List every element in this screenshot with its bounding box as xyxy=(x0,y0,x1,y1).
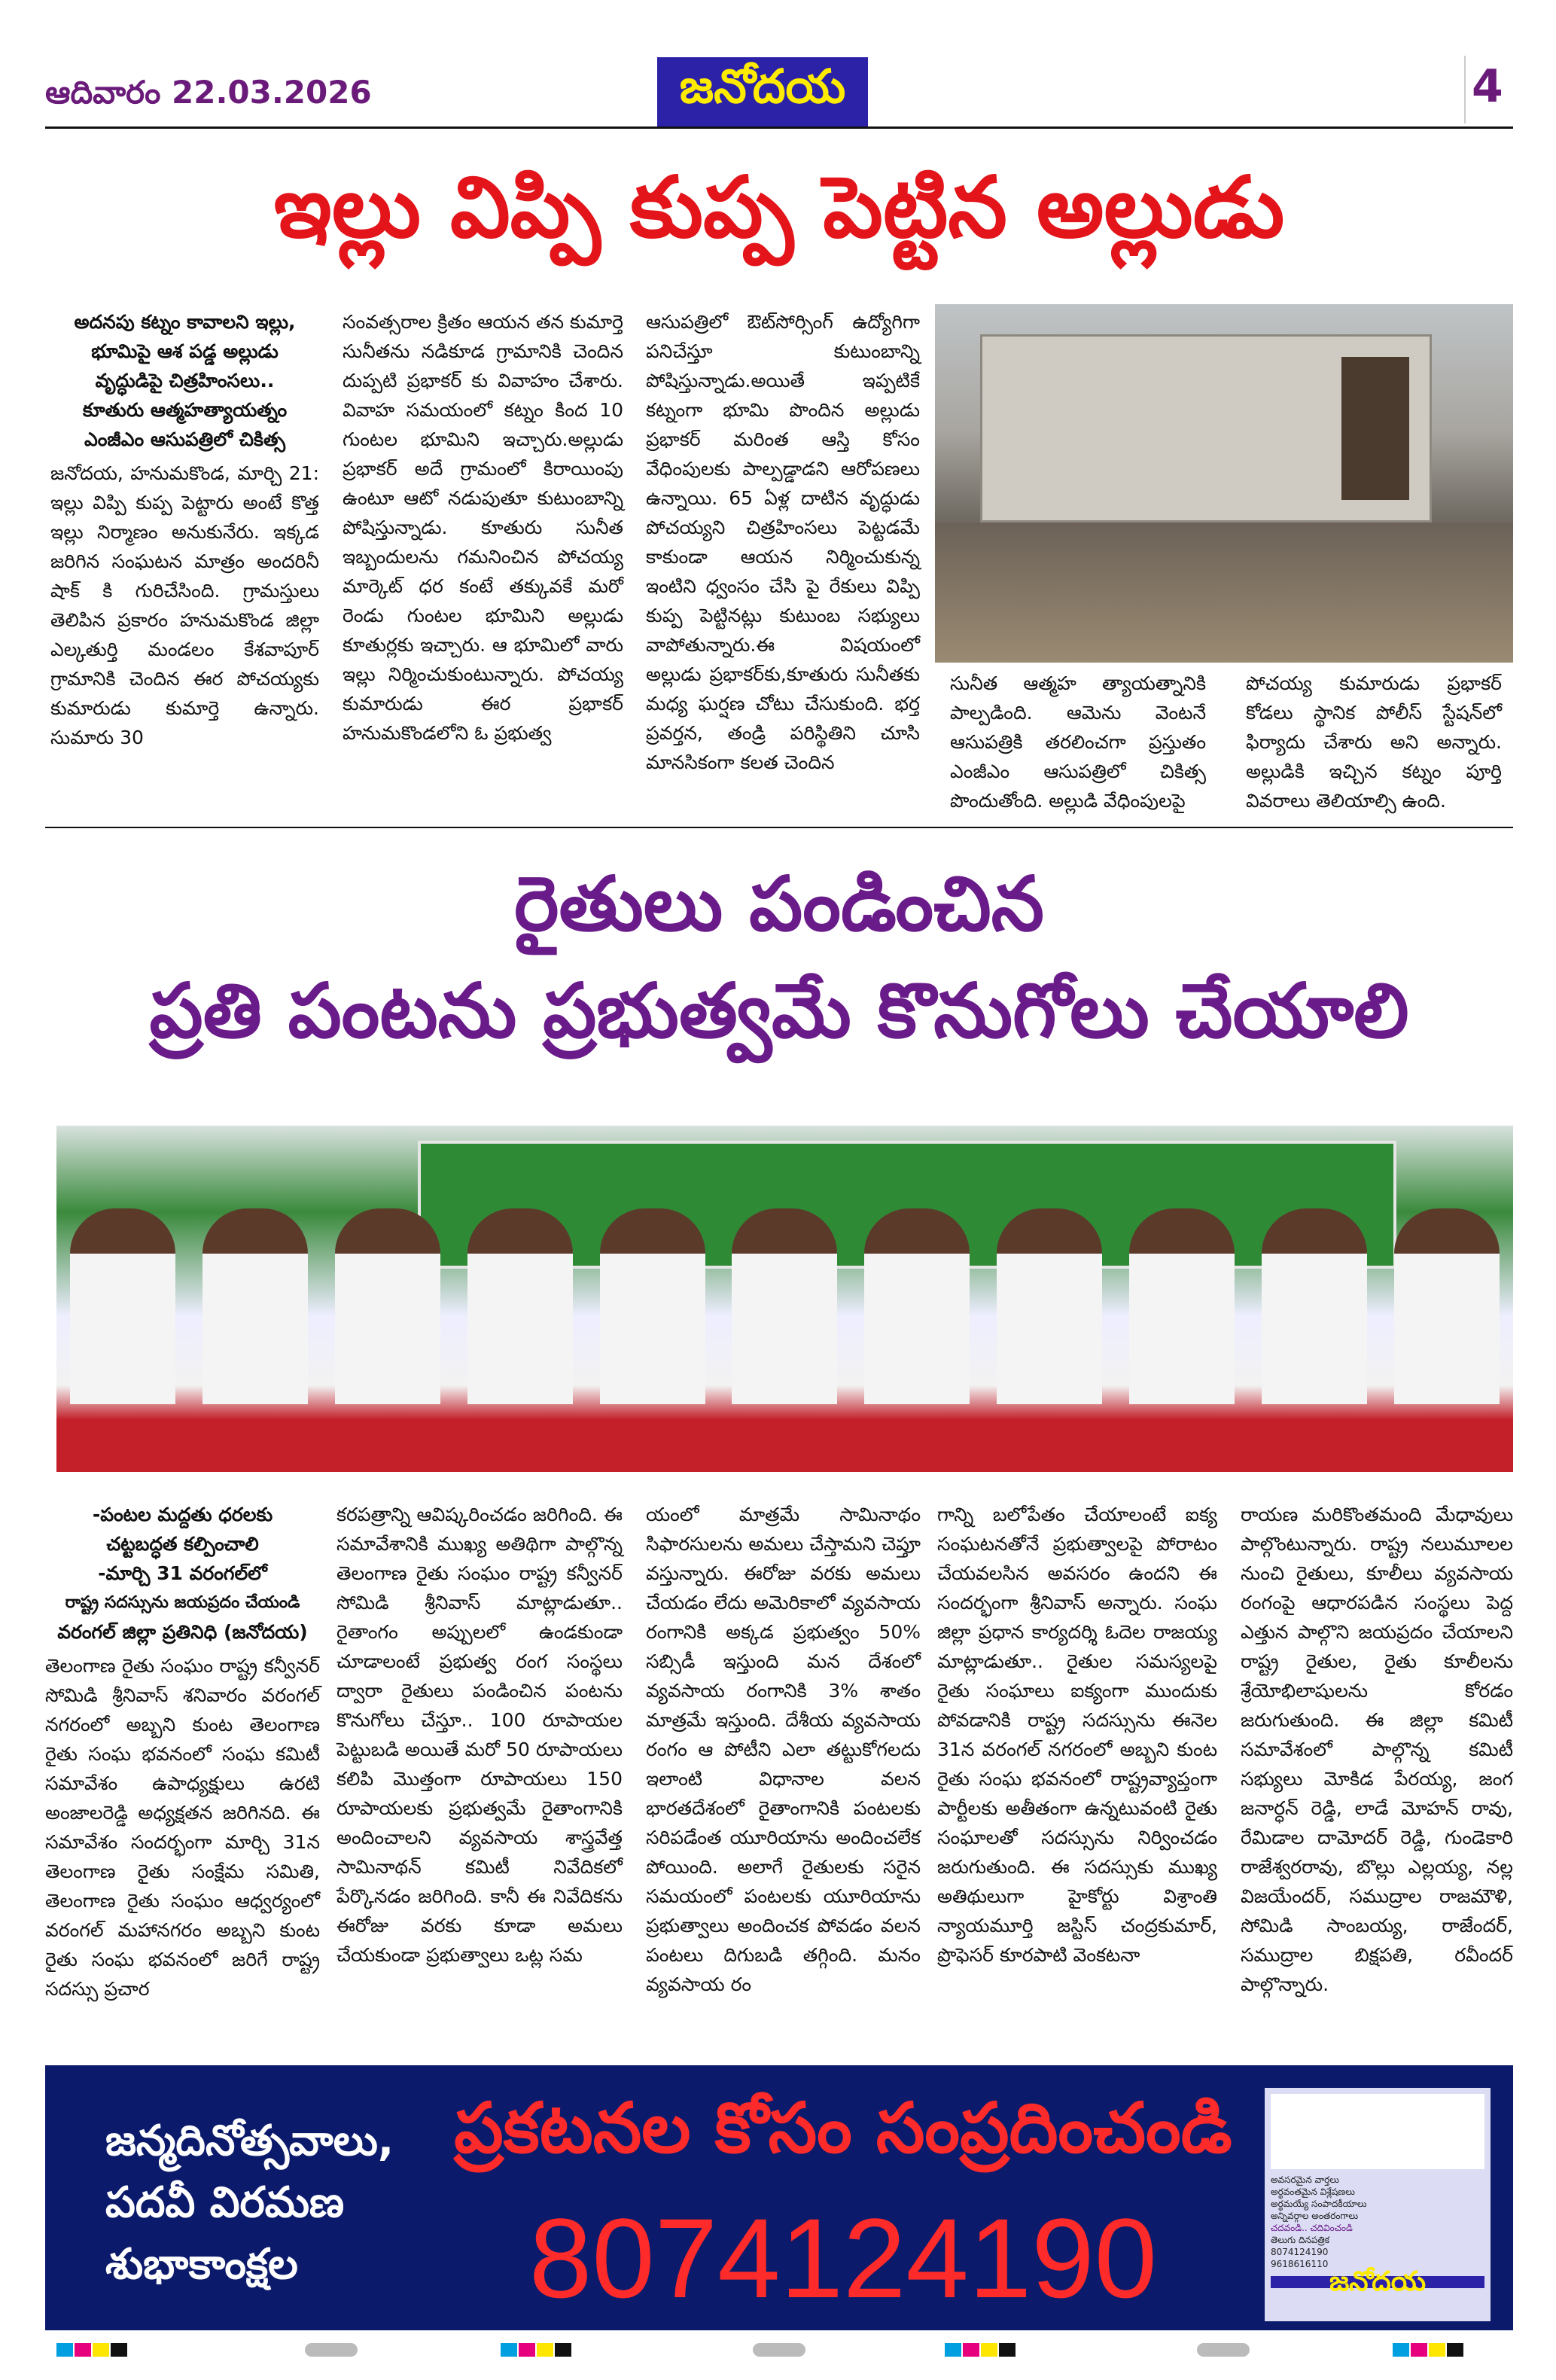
subhead: భూమిపై ఆశ పడ్డ అల్లుడు xyxy=(91,340,279,362)
ad-title: ప్రకటనల కోసం సంప్రదించండి xyxy=(454,2088,1232,2168)
article2-column-2: కరపత్రాన్ని ఆవిష్కరించడం జరిగింది. ఈ సమావేశానికి ముఖ్య అతిథిగా పాల్గొన్న తెలంగాణ రైతు సంఘం రాష్ట్ర కన్వీనర్ సోమిడి శ్రీనివాస్ మాట్లాడుతూ.. రైతాంగం అప్పులలో ఉండకుండా చూడాలంటే ప్రభుత్వ రంగ సంస్థలు ద్వారా రైతులు పండించిన పంటను కొనుగోలు చేస్తూ.. 100 రూపాయల పెట్టుబడి అయితే మరో 50 రూపాయలు కలిపి మొత్తంగా రూపాయలు 150 రూపాయలకు ప్రభుత్వమే రైతాంగానికి అందించాలని వ్యవసాయ శాస్త్రవేత్త సామినాథన్ కమిటీ నివేదికలో పేర్కొనడం జరిగింది. కానీ ఈ నివేదికను ఈరోజు వరకు కూడా అమలు చేయకుండా ప్రభుత్వాలు ఒట్ల సమ xyxy=(336,1504,623,1966)
subhead: అదనపు కట్నం కావాలని ఇల్లు, xyxy=(74,311,296,333)
subhead: చట్టబద్ధత కల్పించాలి xyxy=(106,1533,259,1555)
registration-mark xyxy=(753,2343,805,2357)
demolished-house-photo xyxy=(935,304,1513,663)
dateline: వరంగల్ జిల్లా ప్రతినిధి (జనోదయ) xyxy=(57,1621,308,1643)
registration-mark xyxy=(1197,2343,1250,2357)
ad-phone: 8074124190 xyxy=(528,2195,1158,2321)
promo-text: అన్నివర్గాల అంతరంగాలు xyxy=(1271,2211,1359,2221)
subhead: కూతురు ఆత్మహత్యాయత్నం xyxy=(82,399,288,421)
article2-column-3: యంలో మాత్రమే సామినాథం సిఫారసులను అమలు చేస్తామని చెప్తూ వస్తున్నారు. ఈరోజు వరకు అమలు చేయడం లేదు అమెరికాలో వ్యవసాయ రంగానికి అక్కడ ప్రభుత్వం 50% సబ్సిడీ ఇస్తుంది మన దేశంలో వ్యవసాయ రంగానికి 3% శాతం మాత్రమే ఇస్తుంది. దేశీయ వ్యవసాయ రంగం ఆ పోటీని ఎలా తట్టుకోగలదు ఇలాంటి విధానాల వలన భారతదేశంలో రైతాంగానికి పంటలకు సరిపడేంత యూరియాను అందించలేక పోయింది. అలాగే రైతులకు సరైన సమయంలో పంటలకు యూరియాను ప్రభుత్వాలు అందించక పోవడం వలన పంటలు దిగుబడి తగ్గింది. మనం వ్యవసాయ రం xyxy=(646,1504,921,1995)
subhead: ఎంజీఎం ఆసుపత్రిలో చికిత్స xyxy=(84,428,286,450)
article1-headline: ఇల్లు విప్పి కుప్ప పెట్టిన అల్లుడు xyxy=(273,159,1285,257)
promo-phone: 9618616110 xyxy=(1271,2259,1329,2269)
newspaper-logo: జనోదయ xyxy=(657,57,868,126)
ad-text: పదవీ విరమణ xyxy=(105,2178,345,2227)
promo-logo: జనోదయ xyxy=(1271,2276,1484,2288)
farmers-meeting-photo xyxy=(56,1126,1513,1472)
subhead: వృద్ధుడిపై చిత్రహింసలు.. xyxy=(95,370,275,392)
newspaper-promo-thumbnail xyxy=(1265,2088,1491,2321)
article-text: తెలంగాణ రైతు సంఘం రాష్ట్ర కన్వీనర్ సోమిడి శ్రీనివాస్ శనివారం వరంగల్ నగరంలో అబ్బని కుంట తెలంగాణ రైతు సంఘ భవనంలో సంఘ కమిటీ సమావేశం ఉపాధ్యక్షులు ఉరటి అంజాలరెడ్డి అధ్యక్షతన జరిగినది. ఈ సమావేశం సందర్భంగా మార్చి 31న తెలంగాణ రైతు సంక్షేమ సమితి, తెలంగాణ రైతు సంఘం ఆధ్వర్యంలో వరంగల్ మహానగరం అబ్బని కుంట రైతు సంఘ భవనంలో జరిగే రాష్ట్ర సదస్సు ప్రచార xyxy=(45,1655,320,2000)
subhead: రాష్ట్ర సదస్సును జయప్రదం చేయండి xyxy=(65,1593,300,1612)
article1-column-5: పోచయ్య కుమారుడు ప్రభాకర్ కోడలు స్థానిక పోలీస్ స్టేషన్‌లో ఫిర్యాదు చేశారు అని అన్నారు. అల్లుడికి ఇచ్చిన కట్నం పూర్తి వివరాలు తెలియాల్సి ఉంది. xyxy=(1246,672,1502,812)
headline-line: ప్రతి పంటను ప్రభుత్వమే కొనుగోలు చేయాలి xyxy=(149,967,1409,1055)
promo-text: అవసరమైన వార్తలు xyxy=(1271,2174,1339,2185)
page-date: ఆదివారం 22.03.2026 xyxy=(45,74,372,111)
registration-mark xyxy=(305,2343,358,2357)
header-rule xyxy=(45,126,1513,129)
subhead: -మార్చి 31 వరంగల్‌లో xyxy=(98,1562,267,1584)
article1-column-2: సంవత్సరాల క్రితం ఆయన తన కుమార్తె సునీతను నడికూడ గ్రామానికి చెందిన దుప్పటి ప్రభాకర్ కు వివాహం చేశారు. వివాహ సమయంలో కట్నం కింద 10 గుంటల భూమిని ఇచ్చారు.అల్లుడు ప్రభాకర్ అదే గ్రామంలో కిరాయింపు ఉంటూ ఆటో నడుపుతూ కుటుంబాన్ని పోషిస్తున్నాడు. కూతురు సునీత ఇబ్బందులను గమనించిన పోచయ్య మార్కెట్ ధర కంటే తక్కువకే మరో రెండు గుంటల భూమిని అల్లుడు కూతుర్లకు ఇచ్చారు. ఆ భూమిలో వారు ఇల్లు నిర్మించుకుంటున్నారు. పోచయ్య కుమారుడు ఈర ప్రభాకర్ హనుమకొండలోని ఓ ప్రభుత్వ xyxy=(343,311,623,744)
color-registration-bar xyxy=(501,2343,571,2357)
promo-text: చదవండి.. చదివించండి xyxy=(1271,2223,1353,2233)
color-registration-bar xyxy=(56,2343,127,2357)
promo-text: తెలుగు దినపత్రిక xyxy=(1271,2235,1330,2245)
article-text: జనోదయ, హనుమకొండ, మార్చి 21: ఇల్లు విప్పి కుప్ప పెట్టారు అంటే కొత్త ఇల్లు నిర్మాణం అనుకునేరు. ఇక్కడ జరిగిన సంఘటన మాత్రం అందరినీ షాక్ కి గురిచేసింది. గ్రామస్తులు తెలిపిన ప్రకారం హనుమకొండ జిల్లా ఎల్కతుర్తి మండలం కేశవాపూర్ గ్రామానికి చెందిన ఈర పోచయ్యకు కుమారుడు కుమార్తె ఉన్నారు. సుమారు 30 xyxy=(50,462,319,748)
article2-column-5: రాయణ మరికొంతమంది మేధావులు పాల్గొంటున్నారు. రాష్ట్ర నలుమూలల నుంచి రైతులు, కూలీలు వ్యవసాయ రంగంపై ఆధారపడిన సంస్థలు పెద్ద ఎత్తున పాల్గొని జయప్రదం చేయాలని రాష్ట్ర రైతుల, రైతు కూలీలను శ్రేయోభిలాషులను కోరడం జరుగుతుంది. ఈ జిల్లా కమిటీ సమావేశంలో పాల్గొన్న కమిటీ సభ్యులు మోకిడ పేరయ్య, జంగ జనార్ధన్ రెడ్డి, లాడే మోహన్ రావు, రేమిడాల దామోదర్ రెడ్డి, గుండెకారి రాజేశ్వరరావు, బొల్లు ఎల్లయ్య, నల్ల విజయేందర్, సముద్రాల రాజమౌళి, సోమిడి సాంబయ్య, రాజేందర్, సముద్రాల బిక్షపతి, రవీందర్ పాల్గొన్నారు. xyxy=(1241,1504,1513,1995)
divider xyxy=(1464,56,1466,123)
article2-headline xyxy=(45,851,1513,1065)
subhead: -పంటల మద్దతు ధరలకు xyxy=(92,1504,273,1525)
ad-text: శుభాకాంక్షల xyxy=(105,2240,298,2289)
color-registration-bar xyxy=(945,2343,1016,2357)
color-registration-bar xyxy=(1393,2343,1463,2357)
article1-column-4: సునీత ఆత్మహ త్యాయత్నానికి పాల్పడింది. ఆమెను వెంటనే ఆసుపత్రికి తరలించగా ప్రస్తుతం ఎంజీఎం ఆసుపత్రిలో చికిత్స పొందుతోంది. అల్లుడి వేధింపులపై xyxy=(950,672,1206,812)
article2-column-4: గాన్ని బలోపేతం చేయాలంటే ఐక్య సంఘటనతోనే ప్రభుత్వాలపై పోరాటం చేయవలసిన అవసరం ఉందని ఈ సందర్భంగా శ్రీనివాస్ అన్నారు. సంఘ జిల్లా ప్రధాన కార్యదర్శి ఓదెల రాజయ్య మాట్లాడుతూ.. రైతుల సమస్యలపై రైతు సంఘాలు ఐక్యంగా ముందుకు పోవడానికి రాష్ట్ర సదస్సును ఈనెల 31న వరంగల్ నగరంలో అబ్బని కుంట రైతు సంఘ భవనంలో రాష్ట్రవ్యాప్తంగా పార్టీలకు అతీతంగా ఉన్నటువంటి రైతు సంఘాలతో సదస్సును నిర్వించడం జరుగుతుంది. ఈ సదస్సుకు ముఖ్య అతిథులుగా హైకోర్టు విశ్రాంతి న్యాయమూర్తి జస్టిస్ చంద్రకుమార్, ప్రొఫెసర్ కూరపాటి వెంకటనా xyxy=(937,1504,1217,1966)
article1-column-1 xyxy=(50,307,319,752)
article1-column-3: ఆసుపత్రిలో ఔట్‌సోర్సింగ్ ఉద్యోగిగా పనిచేస్తూ కుటుంబాన్ని పోషిస్తున్నాడు.అయితే ఇప్పటికే కట్నంగా భూమి పొందిన అల్లుడు ప్రభాకర్ మరింత ఆస్తి కోసం వేధింపులకు పాల్పడ్డాడని ఆరోపణలు ఉన్నాయి. 65 ఏళ్ల దాటిన వృద్ధుడు పోచయ్యని చిత్రహింసలు పెట్టడమే కాకుండా ఆయన నిర్మించుకున్న ఇంటిని ధ్వంసం చేసి పై రేకులు విప్పి కుప్ప పెట్టినట్లు కుటుంబ సభ్యులు వాపోతున్నారు.ఈ విషయంలో అల్లుడు ప్రభాకర్‌కు,కూతురు సునీతకు మధ్య ఘర్షణ చోటు చేసుకుంది. భర్త ప్రవర్తన, తండ్రి పరిస్థితిని చూసి మానసికంగా కలత చెందిన xyxy=(646,311,920,773)
promo-text: అర్థవంతమైన విశ్లేషణలు xyxy=(1271,2186,1355,2197)
advertisement-banner xyxy=(45,2065,1513,2330)
promo-phone: 8074124190 xyxy=(1271,2247,1329,2257)
ad-text: జన్మదినోత్సవాలు, xyxy=(105,2116,394,2165)
page-number: 4 xyxy=(1472,60,1503,113)
section-rule xyxy=(45,827,1513,828)
article2-column-1 xyxy=(45,1500,320,2004)
promo-text: అర్థమయ్యే సంపాదకీయాలు xyxy=(1271,2199,1367,2209)
headline-line: రైతులు పండించిన xyxy=(514,860,1044,948)
